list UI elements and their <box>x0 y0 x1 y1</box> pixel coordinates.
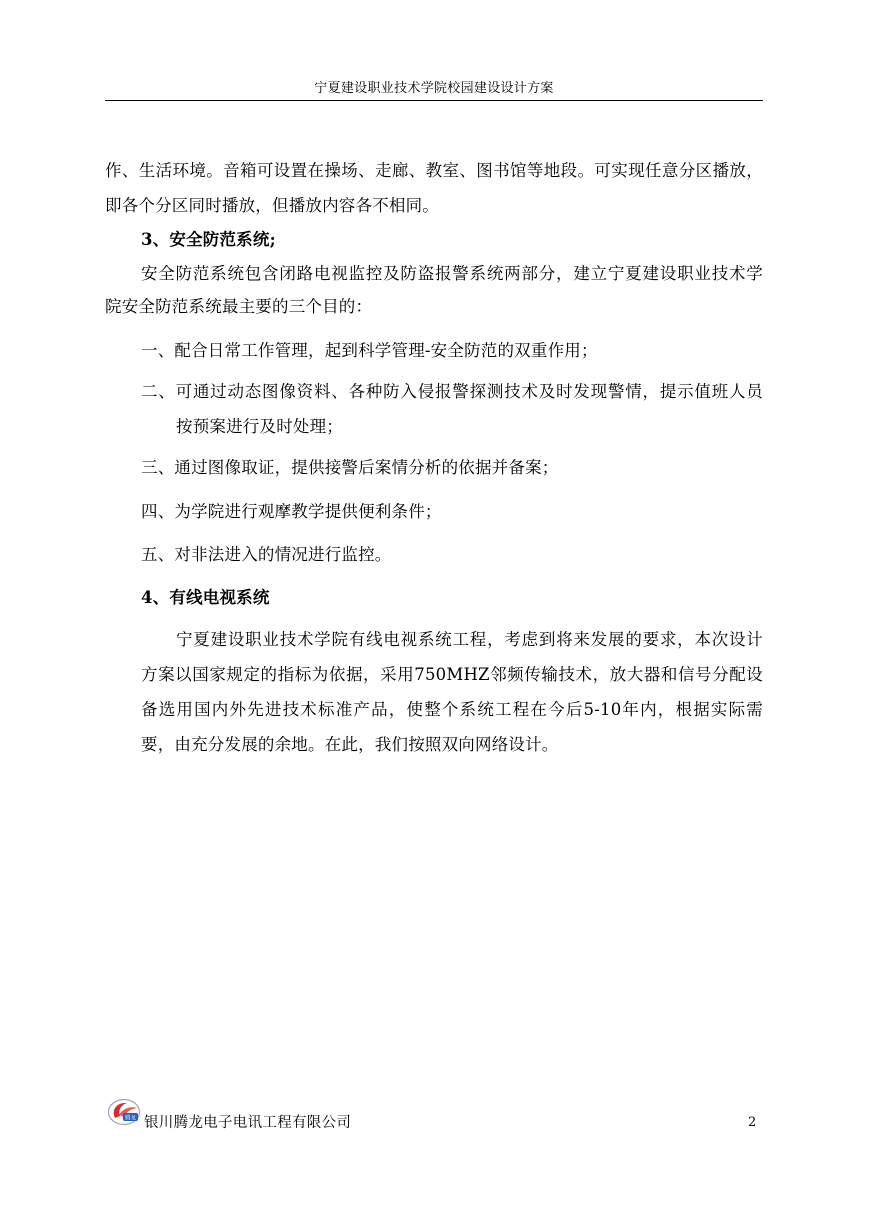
list-item-2-line-1: 二、可通过动态图像资料、各种防入侵报警探测技术及时发现警情，提示值班人员 <box>141 382 763 401</box>
list-item-4: 四、为学院进行观摩教学提供便利条件； <box>141 502 442 521</box>
list-item-5: 五、对非法进入的情况进行监控。 <box>141 545 392 564</box>
list-item-2-line-2: 按预案进行及时处理； <box>176 417 343 436</box>
paragraph-3-line-1: 宁夏建设职业技术学院有线电视系统工程，考虑到将来发展的要求，本次设计 <box>176 630 763 649</box>
paragraph-3-line-3: 备选用国内外先进技术标准产品，使整个系统工程在今后5-10年内，根据实际需 <box>141 700 763 719</box>
paragraph-3-line-2: 方案以国家规定的指标为依据，采用750MHZ邻频传输技术，放大器和信号分配设 <box>141 665 763 684</box>
section-heading-security: 3、安全防范系统; <box>141 230 276 249</box>
page-header-title: 宁夏建设职业技术学院校园建设设计方案 <box>314 81 554 96</box>
list-item-3: 三、通过图像取证，提供接警后案情分析的依据并备案； <box>141 458 559 477</box>
paragraph-1-line-1: 作、生活环境。音箱可设置在操场、走廊、教室、图书馆等地段。可实现任意分区播放， <box>105 161 763 180</box>
section-heading-cable-tv: 4、有线电视系统 <box>141 588 270 607</box>
list-item-1: 一、配合日常工作管理，起到科学管理-安全防范的双重作用； <box>141 341 598 360</box>
paragraph-2-line-2: 院安全防范系统最主要的三个目的： <box>105 297 373 316</box>
paragraph-1-line-2: 即各个分区同时播放，但播放内容各不相同。 <box>105 196 439 215</box>
paragraph-2-line-1: 安全防范系统包含闭路电视监控及防盗报警系统两部分，建立宁夏建设职业技术学 <box>141 264 763 283</box>
header-divider <box>105 100 763 101</box>
page-number: 2 <box>748 1115 757 1130</box>
company-logo-icon <box>107 1096 141 1126</box>
footer-company-name: 银川腾龙电子电讯工程有限公司 <box>144 1115 352 1131</box>
svg-text:腾龙: 腾龙 <box>124 1115 137 1122</box>
paragraph-3-line-4: 要，由充分发展的余地。在此，我们按照双向网络设计。 <box>141 735 559 754</box>
